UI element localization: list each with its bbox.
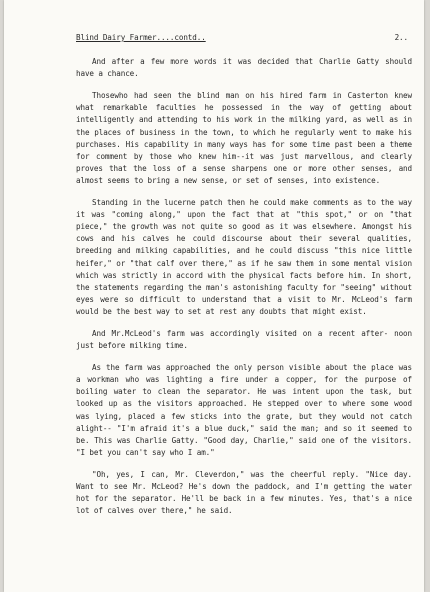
paragraph-5: As the farm was approached the only person visible about the place was a workman who was lighting a fire under a copper, for the purpose of boiling water to clean the separator. He was intent upon the task, but looked up as the visitors approached. He stepped over to where some wood was lying, placed a few sticks into the grate, but they would not catch alight-- "I'm afraid it's a blue duck," said the man; and so it seemed to be. This was Charlie Gatty. "Good day, Charlie," said one of the visitors. "I bet you can't say who I am.": [76, 363, 412, 457]
page-content: [76, 32, 412, 517]
page-number: 2..: [394, 33, 408, 42]
paragraph-3: Standing in the lucerne patch then he could make comments as to the way it was "coming along," upon the fact that at "this spot," or on "that piece," the growth was not quite so good as it was elsewhere. Amongst his cows and his calves he could discourse about their several qualities, breeding and milking capabilities, and he could discuss "this nice little heifer," or "that calf over there," as if he saw them in some mental vision which was strictly in accord with the physical facts before him. In short, the statements regarding the man's astonishing faculty for "seeing" without eyes were so difficult to understand that a visit to Mr. McLeod's farm would be the best way to set at rest any doubts that might exist.: [76, 198, 412, 316]
page-header: [76, 32, 412, 44]
paragraph-4: And Mr.McLeod's farm was accordingly visited on a recent after- noon just before milking time.: [76, 328, 412, 351]
paragraph-1: And after a few more words it was decided that Charlie Gatty should have a chance.: [76, 57, 412, 79]
paragraph-2: Thosewho had seen the blind man on his hired farm in Casterton knew what remarkable faculties he possessed in the way of getting about intelligently and attending to his work in the milking yard, as well as in the places of business in the town, to which he regularly went to make his purchases. His capability in many ways has for some time past been a theme for comment by those who knew him--it was just marvellous, and clearly proves that the loss of a sense sharpens one or more other senses, and almost seems to bring a new sense, or set of senses, into existence.: [76, 91, 412, 185]
document-page: [4, 0, 424, 592]
paragraph-6: "Oh, yes, I can, Mr. Cleverdon," was the cheerful reply. "Nice day. Want to see Mr. McLeod? He's down the paddock, and I'm getting the water hot for the separator. He'll be back in a few minutes. Yes, that's a nice lot of calves over there," he said.: [76, 469, 412, 516]
running-title: Blind Dairy Farmer....contd..: [76, 33, 206, 42]
